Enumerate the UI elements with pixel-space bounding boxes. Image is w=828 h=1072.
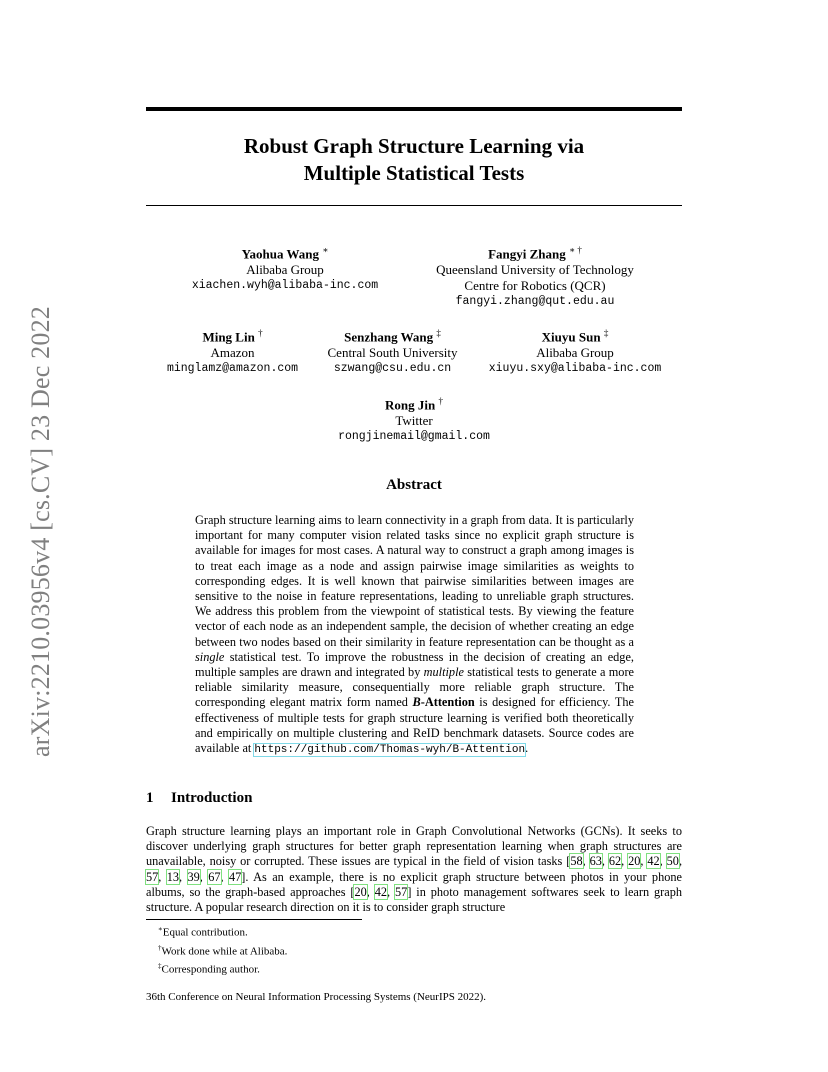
author-block <box>475 325 675 377</box>
abstract-text: . <box>525 741 529 756</box>
citation-link[interactable]: 57 <box>395 884 408 899</box>
author-email[interactable]: xiuyu.sxy@alibaba-inc.com <box>488 362 662 376</box>
author-block <box>315 325 470 377</box>
author-mark: ‡ <box>603 328 609 338</box>
section-number: 1 <box>146 790 154 806</box>
citation-link[interactable]: 39 <box>187 869 200 884</box>
b-attention-letter: B <box>412 695 421 710</box>
intro-text: ] in photo management softwares seek to learn graph structure. A popular research direction on it is to consider graph structure <box>146 884 683 915</box>
author-block <box>314 393 514 445</box>
author-email[interactable]: szwang@csu.edu.cn <box>333 362 452 376</box>
footnote <box>158 922 287 941</box>
author-mark: † <box>438 396 443 406</box>
source-code-link[interactable]: https://github.com/Thomas-wyh/B-Attention <box>254 744 526 757</box>
abstract-heading: Abstract <box>386 477 442 493</box>
author-name: Ming Lin <box>202 329 255 345</box>
title-line-1: Robust Graph Structure Learning via <box>243 134 585 158</box>
citation-link[interactable]: 50 <box>666 854 679 869</box>
abstract-text: statistical test. To improve the robustness in the decision of creating an edge, multiple samples are drawn and integrated by <box>195 649 634 680</box>
footnote-text: Equal contribution. <box>162 926 248 939</box>
footnote-text: Corresponding author. <box>161 963 260 976</box>
footnote-mark: † <box>158 943 162 952</box>
author-mark: † <box>258 328 263 338</box>
author-affiliation: Central South University <box>327 345 458 361</box>
b-attention-suffix: -Attention <box>420 695 475 710</box>
abstract-emphasis: multiple <box>423 665 464 680</box>
author-name: Senzhang Wang <box>344 329 434 345</box>
conference-note: 36th Conference on Neural Information Processing Systems (NeurIPS 2022). <box>146 991 487 1003</box>
citation-link[interactable]: 42 <box>647 854 660 869</box>
citation-link[interactable]: 42 <box>374 884 388 899</box>
citation-link[interactable]: 62 <box>608 854 622 869</box>
author-name: Xiuyu Sun <box>541 329 601 345</box>
footnote <box>158 941 287 960</box>
title-top-rule <box>146 107 682 111</box>
citation-link[interactable]: 57 <box>146 869 159 884</box>
author-name: Rong Jin <box>385 397 436 413</box>
author-email[interactable]: rongjinemail@gmail.com <box>338 430 490 444</box>
abstract-body <box>195 513 634 758</box>
arxiv-identifier: arXiv:2210.03956v4 [cs.CV] 23 Dec 2022 <box>26 306 55 757</box>
introduction-paragraph <box>146 824 682 915</box>
author-block <box>155 325 310 377</box>
paper-title <box>146 133 682 187</box>
author-email[interactable]: fangyi.zhang@qut.edu.au <box>455 295 615 309</box>
author-email[interactable]: xiachen.wyh@alibaba-inc.com <box>191 279 379 293</box>
author-affiliation: Alibaba Group <box>536 345 614 361</box>
intro-text: ]. As an example, there is no explicit graph structure between photos in your phone albums, so the graph-based approaches [ <box>146 869 682 899</box>
footnote-mark: ∗ <box>158 925 163 933</box>
author-mark: ∗ † <box>569 245 582 255</box>
footnote-mark: ‡ <box>158 962 162 971</box>
author-affiliation: Twitter <box>395 413 433 429</box>
author-mark: ∗ <box>322 245 329 255</box>
abstract-emphasis: single <box>195 649 225 664</box>
author-affiliation: Alibaba Group <box>246 262 324 278</box>
b-attention-term <box>413 695 475 709</box>
title-line-2: Multiple Statistical Tests <box>303 161 525 185</box>
author-name: Fangyi Zhang <box>488 246 566 262</box>
author-affiliation: Amazon <box>210 345 255 361</box>
intro-text: Graph structure learning plays an important role in Graph Convolutional Networks (GCNs). It seeks to discover underlying graph structures for better graph representation learning when graph structures are unavailable, noisy or corrupted. These issues are typical in the field of vision tasks [ <box>146 824 682 869</box>
author-name: Yaohua Wang <box>241 246 320 262</box>
footnote-text: Work done while at Alibaba. <box>161 945 288 958</box>
section-heading <box>146 790 252 807</box>
abstract-text: Graph structure learning aims to learn connectivity in a graph from data. It is particularly important for many computer vision related tasks since no explicit graph structure is available for images for most cases. A natural way to construct a graph among images is to treat each image as a node and assign pairwise image similarities as weights to corresponding edges. It is well known that pairwise similarities between images are sensitive to the noise in feature representations, leading to unreliable graph structures. We address this problem from the viewpoint of statistical tests. By viewing the feature vector of each node as an independent sample, the decision of whether creating an edge between two nodes based on their similarity in feature representation can be thought as a <box>195 513 634 649</box>
citation-link[interactable]: 63 <box>589 854 602 869</box>
footnote <box>158 959 287 978</box>
citation-link[interactable]: 47 <box>229 869 242 884</box>
citation-link[interactable]: 20 <box>354 884 367 899</box>
footnote-rule <box>146 919 362 920</box>
author-block <box>420 242 650 310</box>
citation-link[interactable]: 58 <box>570 854 583 869</box>
author-block <box>175 242 395 294</box>
author-affiliation-2: Centre for Robotics (QCR) <box>464 278 606 294</box>
citation-group: 20, 42, 57 <box>354 884 408 899</box>
citation-link[interactable]: 20 <box>628 854 641 869</box>
citation-link[interactable]: 67 <box>208 869 221 884</box>
abstract-text: is designed for efficiency. The effectiveness of multiple tests for graph structure learning is verified both theoretically and empirically on multiple clustering and ReID benchmark datasets. Source codes are available at <box>195 695 634 756</box>
footnotes <box>158 922 287 978</box>
author-mark: ‡ <box>436 328 441 338</box>
abstract-text: statistical tests to generate a more reliable similarity measure, consequentially more reliable graph structure. The corresponding elegant matrix form named <box>195 665 634 710</box>
author-email[interactable]: minglamz@amazon.com <box>166 362 299 376</box>
title-bottom-rule <box>146 205 682 206</box>
citation-group: 58, 63, 62, 20, 42, 50, 57, 13, 39, 67, 47 <box>146 854 683 884</box>
author-affiliation: Queensland University of Technology <box>436 262 634 278</box>
citation-link[interactable]: 13 <box>166 869 180 884</box>
section-title: Introduction <box>171 790 253 806</box>
